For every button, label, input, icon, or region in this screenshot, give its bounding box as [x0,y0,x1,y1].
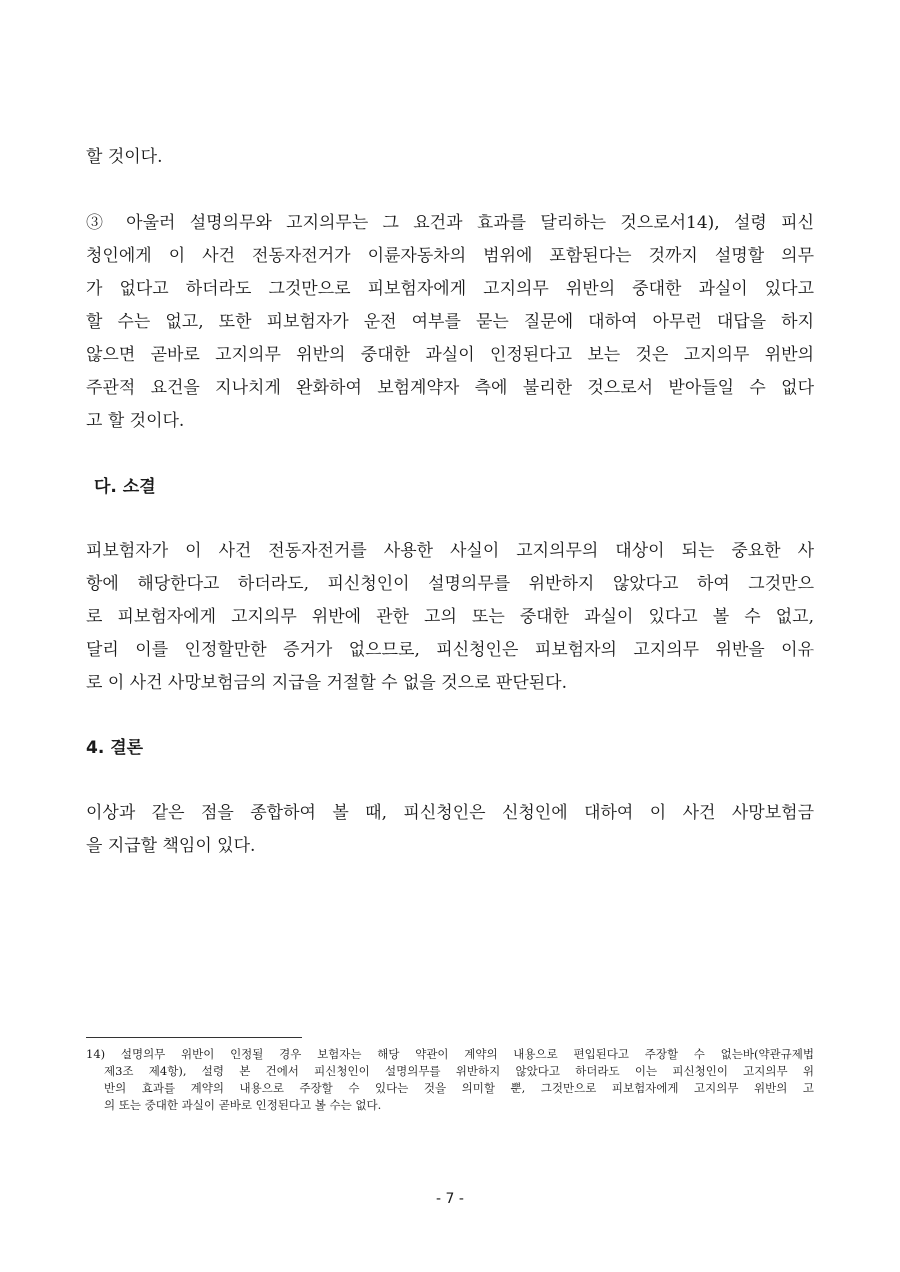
page-number: - 7 - [436,1191,464,1207]
paragraph-line: 이상과 같은 점을 종합하여 볼 때, 피신청인은 신청인에 대하여 이 사건 사망보험금 [86,803,814,823]
footnote-line: 14) 설명의무 위반이 인정될 경우 보험자는 해당 약관이 계약의 내용으로 편입된다고 주장할 수 없는바(약관규제법 [86,1047,814,1061]
paragraph-line: 주관적 요건을 지나치게 완화하여 보험계약자 측에 불리한 것으로서 받아들일 수 없다 [86,378,814,398]
footnote-line: 반의 효과를 계약의 내용으로 주장할 수 있다는 것을 의미할 뿐, 그것만으로 피보험자에게 고지의무 위반의 고 [104,1081,814,1095]
paragraph-line: 로 피보험자에게 고지의무 위반에 관한 고의 또는 중대한 과실이 있다고 볼 수 없고, [86,607,814,627]
paragraph-line: 할 것이다. [86,147,163,167]
paragraph-line: 피보험자가 이 사건 전동자전거를 사용한 사실이 고지의무의 대상이 되는 중요한 사 [86,541,814,561]
paragraph-line: 을 지급할 책임이 있다. [86,836,256,856]
footnote-line: 제3조 제4항), 설령 본 건에서 피신청인이 설명의무를 위반하지 않았다고 하더라도 이는 피신청인이 고지의무 위 [104,1064,814,1078]
footnote-separator [86,1037,302,1038]
footnote-line: 의 또는 중대한 과실이 곧바로 인정된다고 볼 수는 없다. [104,1098,382,1112]
paragraph-line: 고 할 것이다. [86,411,185,431]
paragraph-line: ③ 아울러 설명의무와 고지의무는 그 요건과 효과를 달리하는 것으로서14), 설령 피신 [86,213,814,233]
paragraph-line: 달리 이를 인정할만한 증거가 없으므로, 피신청인은 피보험자의 고지의무 위반을 이유 [86,640,814,660]
paragraph-line: 않으면 곧바로 고지의무 위반의 중대한 과실이 인정된다고 보는 것은 고지의무 위반의 [86,345,814,365]
section-heading: 다. 소결 [94,477,156,497]
paragraph-line: 로 이 사건 사망보험금의 지급을 거절할 수 없을 것으로 판단된다. [86,673,568,693]
paragraph-line: 항에 해당한다고 하더라도, 피신청인이 설명의무를 위반하지 않았다고 하여 그것만으 [86,574,814,594]
paragraph-line: 가 없다고 하더라도 그것만으로 피보험자에게 고지의무 위반의 중대한 과실이 있다고 [86,279,814,299]
paragraph-line: 청인에게 이 사건 전동자전거가 이륜자동차의 범위에 포함된다는 것까지 설명할 의무 [86,246,814,266]
paragraph-line: 할 수는 없고, 또한 피보험자가 운전 여부를 묻는 질문에 대하여 아무런 대답을 하지 [86,312,814,332]
section-heading: 4. 결론 [86,738,144,758]
